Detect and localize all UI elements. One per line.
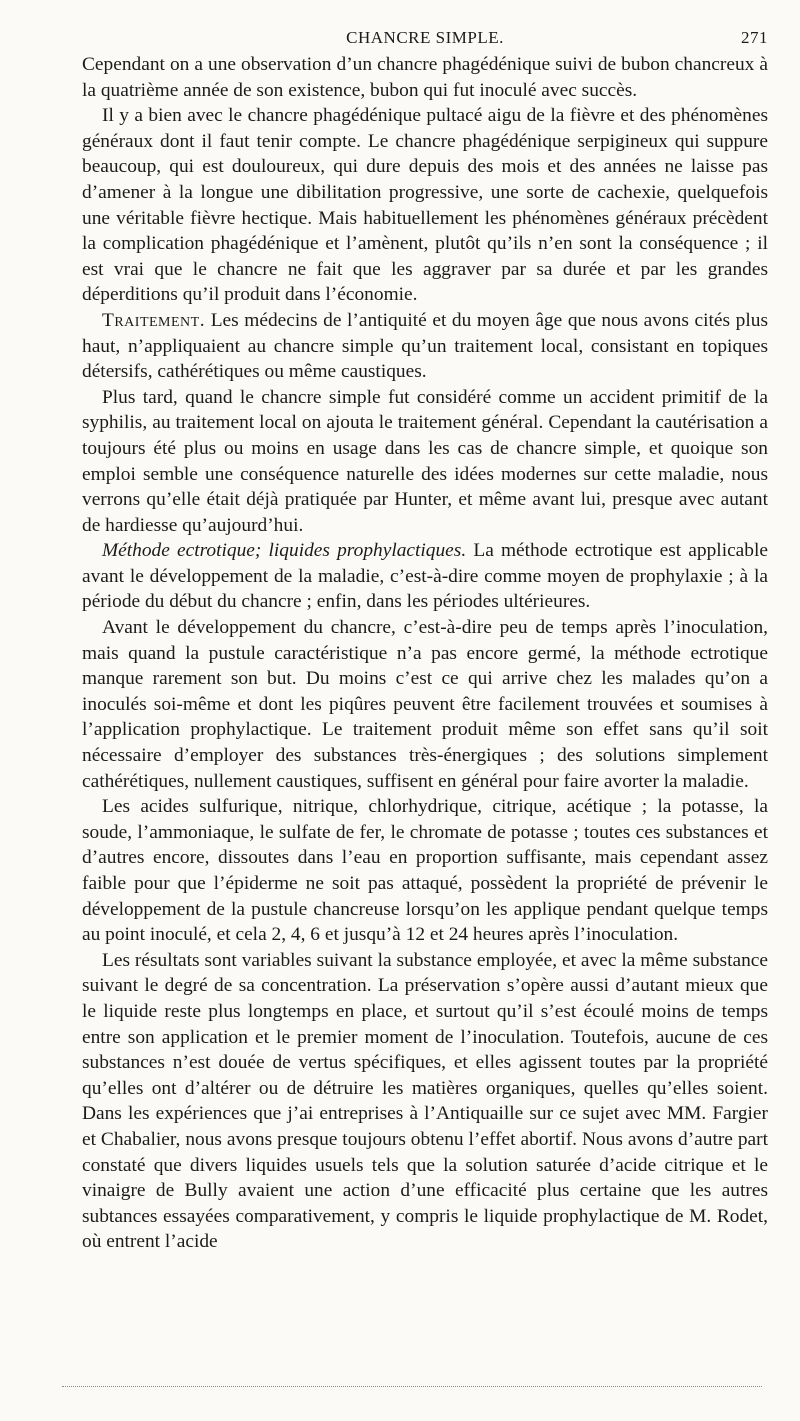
- paragraph-cauterisation: Plus tard, quand le chancre simple fut considéré comme un accident primitif de la syphilis, au traitement local on ajouta le traitement général. Cependant la cautérisation a toujours été plus ou moins en usage dans les cas de chancre simple, et quoique son emploi semble une conséquence naturelle des idées modernes sur cette maladie, nous verrons qu’elle était déjà pratiquée par Hunter, et même avant lui, presque avec autant de hardiesse qu’aujourd’hui.: [82, 386, 768, 536]
- running-title: CHANCRE SIMPLE.: [346, 28, 504, 47]
- paragraph-inoculation: Avant le développement du chancre, c’est-à-dire peu de temps après l’inoculation, mais quand la pustule caractéristique n’a pas encore germé, la méthode ectrotique manque rarement son but. Du moins c’est ce qui arrive chez les malades qu’on a inoculés soi-même et dont les piqûres peuvent être facilement trouvées et soumises à l’application prophylactique. Le traitement produit même son effet sans qu’il soit nécessaire d’employer des substances très-énergiques ; des solutions simplement cathérétiques, nullement caustiques, suffisent en général pour faire avorter la maladie.: [82, 617, 768, 792]
- paragraph-methode-text: La méthode ectrotique est applicable avant le développement de la maladie, c’est-à-dire comme moyen de prophylaxie ; à la période du début du chancre ; enfin, dans les périodes ultérieures.: [82, 540, 768, 613]
- paragraph-continuation: Cependant on a une observation d’un chancre phagédénique suivi de bubon chancreux à la quatrième année de son existence, bubon qui fut inoculé avec succès.: [82, 54, 768, 101]
- section-heading-methode: Méthode ectrotique; liquides prophylactiques.: [102, 540, 467, 562]
- page-number: 271: [741, 28, 768, 47]
- section-heading-traitement: Traitement.: [102, 309, 206, 331]
- paragraph-traitement: [82, 308, 768, 385]
- page-header: [82, 22, 768, 52]
- body-text: [82, 52, 768, 1255]
- paragraph-resultats: Les résultats sont variables suivant la substance employée, et avec la même substance suivant le degré de sa concentration. La préservation s’opère aussi d’autant mieux que le liquide reste plus longtemps en place, et surtout qu’il s’est écoulé moins de temps entre son application et le premier moment de l’inoculation. Toutefois, aucune de ces substances n’est douée de vertus spécifiques, et elles agissent toutes par la propriété qu’elles ont d’altérer ou de détruire les matières organiques, quelles qu’elles soient. Dans les expériences que j’ai entreprises à l’Antiquaille sur ce sujet avec MM. Fargier et Chabalier, nous avons presque toujours obtenu l’effet abortif. Nous avons d’autre part constaté que divers liquides usuels tels que la solution saturée d’acide citrique et le vinaigre de Bully avaient une action d’une efficacité plus certaine que les autres subtances essayées comparativement, y compris le liquide prophylactique de M. Rodet, où entrent l’acide: [82, 949, 768, 1253]
- paragraph-traitement-text: Les médecins de l’antiquité et du moyen âge que nous avons cités plus haut, n’appliquaient au chancre simple qu’un traitement local, consistant en topiques détersifs, cathérétiques ou même caustiques.: [82, 309, 768, 383]
- footer-dotted-rule: [62, 1386, 762, 1387]
- paragraph-methode: [82, 538, 768, 615]
- paragraph-general-phenomena: Il y a bien avec le chancre phagédénique pultacé aigu de la fièvre et des phénomènes généraux dont il faut tenir compte. Le chancre phagédénique serpigineux qui suppure beaucoup, qui est douloureux, qui dure depuis des mois et des années ne laisse pas d’amener à la longue une dibilitation progressive, une sorte de cachexie, quelquefois une véritable fièvre hectique. Mais habituellement les phénomènes généraux précèdent la complication phagédénique et l’amènent, plutôt qu’ils n’en sont la conséquence ; il est vrai que le chancre ne fait que les aggraver par sa durée et par les grandes déperditions qu’il produit dans l’économie.: [82, 105, 768, 306]
- paragraph-acides: Les acides sulfurique, nitrique, chlorhydrique, citrique, acétique ; la potasse, la soude, l’ammoniaque, le sulfate de fer, le chromate de potasse ; toutes ces substances et d’autres encore, dissoutes dans l’eau en proportion suffisante, mais cependant assez faible pour que l’épiderme ne soit pas attaqué, possèdent la propriété de prévenir le développement de la pustule chancreuse lorsqu’on les applique pendant quelque temps au point inoculé, et cela 2, 4, 6 et jusqu’à 12 et 24 heures après l’inoculation.: [82, 796, 768, 946]
- book-page: [82, 22, 768, 1255]
